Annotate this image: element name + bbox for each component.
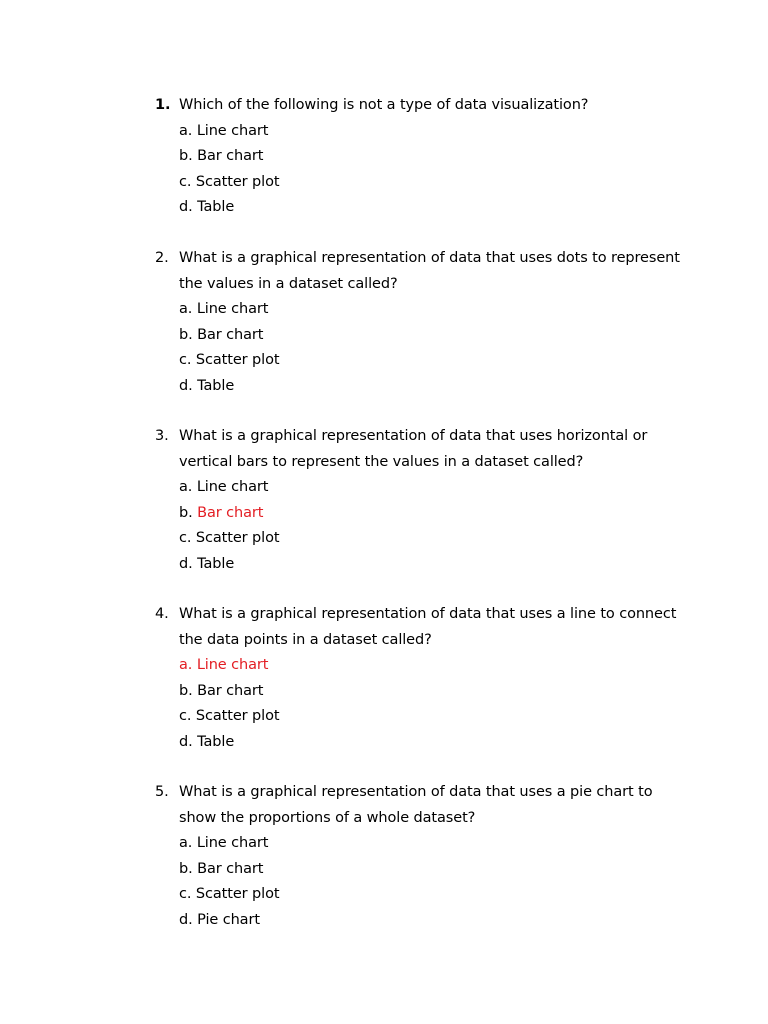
option-letter: a.	[179, 657, 193, 673]
option-c	[179, 170, 710, 196]
option-a-highlighted	[179, 653, 710, 679]
option-text: Bar chart	[197, 682, 264, 699]
option-letter: a.	[179, 301, 193, 317]
option-text: Scatter plot	[195, 530, 280, 546]
option-letter: c.	[179, 530, 192, 546]
option-text: Pie chart	[197, 911, 260, 928]
question-4	[150, 602, 710, 755]
option-letter: a.	[179, 835, 193, 851]
option-text: Scatter plot	[195, 708, 280, 724]
option-d	[179, 908, 710, 934]
option-d	[179, 552, 710, 578]
option-text: Scatter plot	[195, 173, 280, 190]
question-1	[150, 93, 710, 221]
question-stem	[150, 602, 710, 653]
option-letter: d.	[179, 555, 193, 572]
question-stem	[150, 246, 710, 297]
question-text-line-2: the data points in a dataset called?	[179, 631, 432, 648]
option-a	[179, 475, 710, 501]
question-text-line-1: What is a graphical representation of data that uses a line to connect	[179, 606, 677, 622]
option-a	[179, 119, 710, 145]
question-5	[150, 780, 710, 933]
option-b	[179, 501, 710, 527]
option-letter: a.	[179, 122, 193, 139]
question-number: 5.	[155, 784, 169, 800]
option-letter: b.	[179, 148, 193, 164]
option-text: Line chart	[196, 657, 269, 673]
option-d	[179, 374, 710, 400]
option-letter: c.	[179, 886, 192, 902]
question-text-line-2: the values in a dataset called?	[179, 275, 398, 292]
question-number: 1.	[155, 97, 171, 113]
question-text: Which of the following is not a type of data visualization?	[179, 97, 589, 113]
question-stem	[150, 424, 710, 475]
question-text-line-2: vertical bars to represent the values in a dataset called?	[179, 453, 584, 470]
option-b	[179, 679, 710, 705]
option-c	[179, 704, 710, 730]
option-text: Table	[197, 733, 235, 750]
option-letter: c.	[179, 708, 192, 724]
question-stem	[150, 93, 710, 119]
question-text-line-1: What is a graphical representation of data that uses a pie chart to	[179, 784, 653, 800]
options-list	[179, 119, 710, 221]
option-d	[179, 730, 710, 756]
question-text-line-2: show the proportions of a whole dataset?	[179, 809, 476, 826]
option-b	[179, 857, 710, 883]
option-letter: a.	[179, 479, 193, 495]
option-c	[179, 882, 710, 908]
option-text: Line chart	[196, 835, 269, 851]
question-2	[150, 246, 710, 399]
option-letter: b.	[179, 860, 193, 877]
options-list	[179, 475, 710, 577]
option-letter: b.	[179, 682, 193, 699]
question-number: 2.	[155, 250, 169, 266]
option-c	[179, 348, 710, 374]
option-letter: d.	[179, 199, 193, 215]
option-text: Table	[197, 199, 235, 215]
options-list	[179, 653, 710, 755]
option-d	[179, 195, 710, 221]
options-list	[179, 297, 710, 399]
option-letter: c.	[179, 173, 192, 190]
option-a	[179, 831, 710, 857]
option-letter: b.	[179, 326, 193, 343]
option-a	[179, 297, 710, 323]
question-number: 3.	[155, 428, 169, 444]
option-letter: d.	[179, 733, 193, 750]
option-text: Scatter plot	[195, 352, 280, 368]
option-text: Bar chart	[197, 326, 264, 343]
option-text: Table	[197, 555, 235, 572]
question-text-line-1: What is a graphical representation of data that uses horizontal or	[179, 428, 648, 444]
option-letter: d.	[179, 911, 193, 928]
question-number: 4.	[155, 606, 169, 622]
option-text: Line chart	[196, 479, 269, 495]
option-letter: b.	[179, 504, 193, 521]
question-stem	[150, 780, 710, 831]
options-list	[179, 831, 710, 933]
option-b	[179, 144, 710, 170]
option-text: Bar chart	[197, 148, 264, 164]
option-letter: d.	[179, 377, 193, 394]
option-c	[179, 526, 710, 552]
option-text: Bar chart	[197, 860, 264, 877]
option-letter: c.	[179, 352, 192, 368]
option-b	[179, 323, 710, 349]
option-text-highlighted: Bar chart	[197, 504, 264, 521]
option-text: Scatter plot	[195, 886, 280, 902]
option-text: Line chart	[196, 122, 269, 139]
question-3	[150, 424, 710, 577]
option-text: Table	[197, 377, 235, 394]
option-text: Line chart	[196, 301, 269, 317]
question-text-line-1: What is a graphical representation of data that uses dots to represent	[179, 250, 680, 266]
